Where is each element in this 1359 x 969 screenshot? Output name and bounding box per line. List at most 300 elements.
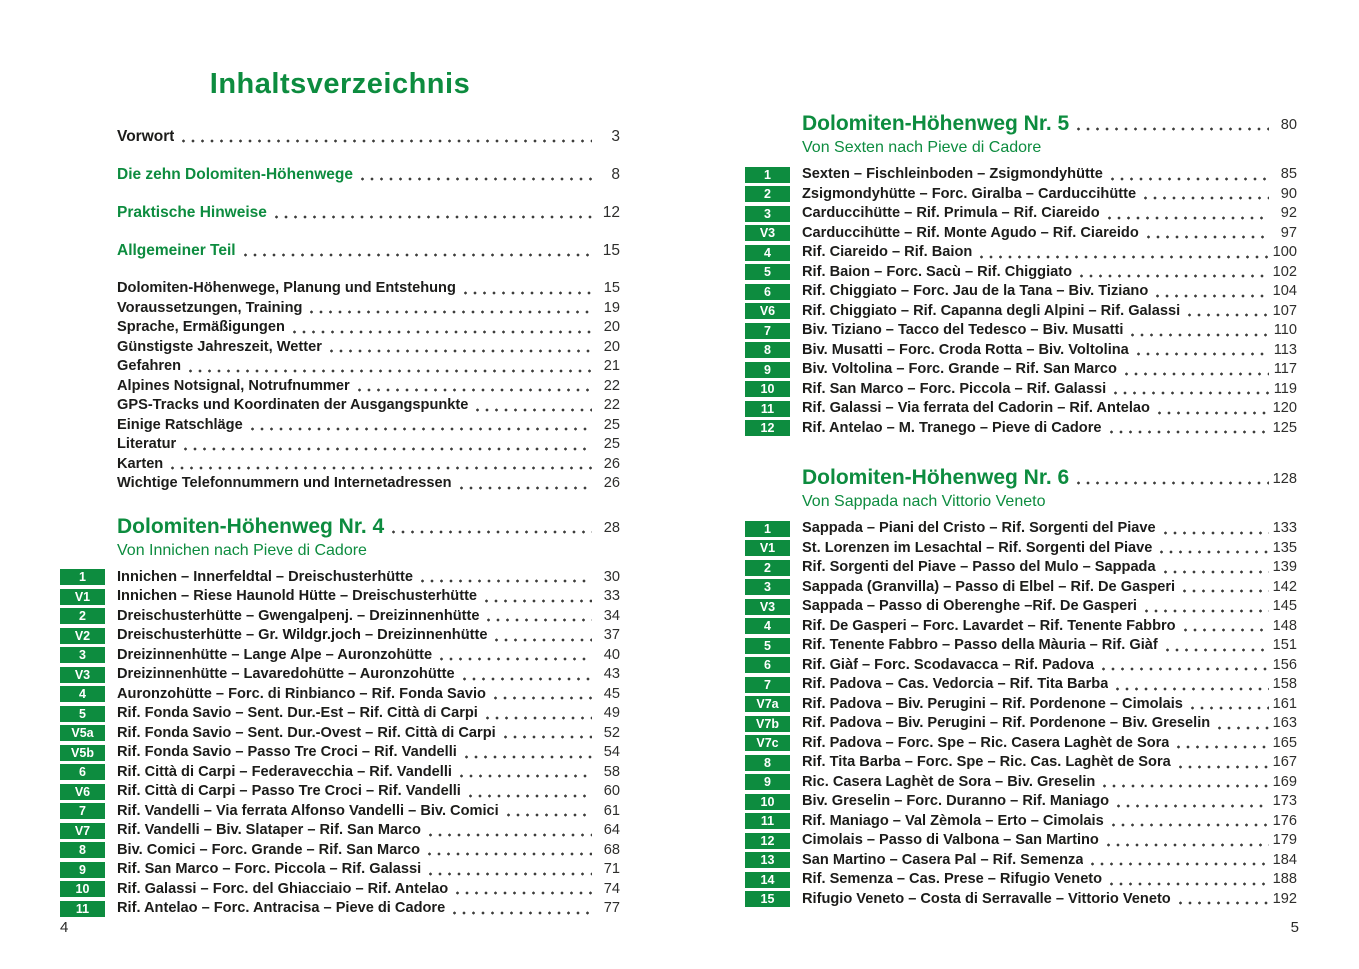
stage-badge: V3 [745,599,790,615]
section-subtitle: Von Sexten nach Pieve di Cadore [802,139,1042,156]
entry-label: Wichtige Telefonnummern und Internetadressen [117,475,452,491]
stage-badge: V5a [60,725,105,741]
dot-leader [356,165,592,185]
stage-badge: 5 [745,264,790,280]
entry-label: Rif. Antelao – Forc. Antracisa – Pieve di Cadore [117,900,446,916]
entry-label: Rif. Vandelli – Biv. Slataper – Rif. San Marco [117,822,421,838]
stage-entry [745,675,1297,695]
entry-label: Rif. Tita Barba – Forc. Spe – Ric. Cas. Laghèt de Sora [802,754,1171,770]
stage-entry [60,880,620,900]
toc-entry [60,241,620,261]
stage-entry [745,360,1297,380]
dot-leader [1161,636,1269,656]
entry-page-number: 68 [603,841,620,858]
entry-page-number: 15 [602,242,620,259]
entry-label: Rif. Padova – Cas. Vedorcia – Rif. Tita Barba [802,676,1109,692]
stage-badge: 15 [745,891,790,907]
entry-page-number: 64 [603,822,620,838]
entry-page-number: 20 [603,319,620,335]
dot-leader [1120,360,1269,380]
entry-label: Einige Ratschläge [117,416,243,433]
section-title: Dolomiten-Höhenweg Nr. 4 [117,514,385,538]
stage-entry [745,695,1297,715]
dot-leader [1178,578,1269,598]
dot-leader [1112,792,1269,812]
stage-entry [745,870,1297,890]
stage-badge: 5 [745,638,790,654]
stage-badge: V6 [60,784,105,800]
entry-label: GPS-Tracks und Koordinaten der Ausgangspunkte [117,397,469,413]
toc-entry [60,338,620,358]
toc-entry [60,165,620,185]
entry-page-number: 49 [603,705,620,721]
entry-page-number: 104 [1272,283,1297,299]
dot-leader [1102,831,1269,851]
toc-entry [60,299,620,319]
stage-entry [745,399,1297,419]
entry-page-number: 161 [1272,695,1297,712]
entry-label: Sappada – Piani del Cristo – Rif. Sorgenti del Piave [802,520,1156,536]
stage-badge: 10 [60,881,105,897]
stage-entry [745,519,1297,539]
entry-label: Dreizinnenhütte – Lavaredohütte – Auronzohütte [117,666,455,682]
entry-label: Rif. Città di Carpi – Federavecchia – Rif. Vandelli [117,763,452,780]
entry-label: Dreischusterhütte – Gr. Wildgr.joch – Dreizinnenhütte [117,627,488,643]
dot-leader [502,802,592,822]
entry-label: Rif. Chiggiato – Forc. Jau de la Tana – Biv. Tiziano [802,283,1149,299]
stage-entry [60,899,620,919]
entry-page-number: 60 [603,783,620,799]
entry-label: Biv. Voltolina – Forc. Grande – Rif. San Marco [802,361,1117,377]
stage-badge: 11 [745,813,790,829]
stage-entry [745,224,1297,244]
stage-badge: 10 [745,794,790,810]
stage-entry [745,302,1297,322]
entry-page-number: 54 [603,744,620,760]
entry-label: Biv. Tiziano – Tacco del Tedesco – Biv. Musatti [802,322,1124,338]
entry-page-number: 110 [1273,322,1297,338]
entry-label: Rifugio Veneto – Costa di Serravalle – Vittorio Veneto [802,890,1171,907]
entry-label: Rif. Antelao – M. Tranego – Pieve di Cadore [802,419,1102,436]
stage-badge: 7 [745,323,790,339]
dot-leader [1183,302,1269,322]
entry-label: Rif. Maniago – Val Zèmola – Erto – Cimolais [802,812,1104,829]
entry-page-number: 21 [603,358,620,374]
entry-page-number: 184 [1272,851,1297,868]
toc-page-right [745,111,1297,909]
stage-entry [745,419,1297,439]
stage-badge: 14 [745,872,790,888]
entry-page-number: 133 [1272,520,1297,536]
dot-leader [416,568,592,588]
dot-leader [471,396,592,416]
entry-page-number: 80 [1280,117,1297,133]
dot-leader [451,880,592,900]
entry-page-number: 179 [1272,832,1297,848]
entry-label: Rif. Vandelli – Via ferrata Alfonso Vandelli – Biv. Comici [117,802,499,819]
entry-page-number: 22 [603,377,620,394]
stage-list [60,568,620,919]
entry-label: Biv. Musatti – Forc. Croda Rotta – Biv. Voltolina [802,341,1129,358]
stage-entry [745,380,1297,400]
entry-label: Karten [117,455,164,472]
entry-page-number: 22 [603,397,620,413]
dot-leader [166,455,592,475]
stage-badge: 7 [745,677,790,693]
stage-badge: 10 [745,381,790,397]
entry-label: Praktische Hinweise [117,204,267,221]
stage-badge: 1 [745,167,790,183]
dot-leader [1132,341,1269,361]
entry-label: Rif. Padova – Biv. Perugini – Rif. Pordenone – Cimolais [802,695,1183,712]
stage-entry [745,734,1297,754]
entry-page-number: 58 [603,763,620,780]
entry-label: Voraussetzungen, Training [117,299,303,316]
entry-label: Rif. Padova – Biv. Perugini – Rif. Pordenone – Biv. Greselin [802,715,1211,731]
dot-leader [325,338,592,358]
toc-entry [60,127,620,147]
entry-label: Die zehn Dolomiten-Höhenwege [117,166,353,183]
stage-entry [60,743,620,763]
entry-label: Zsigmondyhütte – Forc. Giralba – Carduccihütte [802,185,1137,202]
entry-page-number: 97 [1280,224,1297,241]
entry-label: Rif. San Marco – Forc. Piccola – Rif. Galassi [802,380,1107,397]
entry-page-number: 52 [603,724,620,741]
entry-label: St. Lorenzen im Lesachtal – Rif. Sorgenti del Piave [802,539,1153,556]
stage-badge: V7a [745,696,790,712]
dot-leader [975,243,1269,263]
section-title: Dolomiten-Höhenweg Nr. 5 [802,112,1070,135]
stage-entry [60,821,620,841]
entry-page-number: 156 [1272,656,1297,673]
dot-leader [1106,165,1269,185]
entry-label: Rif. Città di Carpi – Passo Tre Croci – Rif. Vandelli [117,783,461,799]
section-header [60,514,620,540]
entry-page-number: 119 [1273,380,1297,397]
entry-label: Sprache, Ermäßigungen [117,319,285,335]
dot-leader [458,665,592,685]
section-hoehenweg-6 [745,465,1297,909]
entry-page-number: 45 [603,685,620,702]
stage-entry [745,558,1297,578]
dot-leader [489,685,592,705]
entry-page-number: 40 [603,646,620,663]
entry-page-number: 26 [603,475,620,491]
stage-entry [60,665,620,685]
stage-badge: 11 [745,401,790,417]
stage-entry [745,204,1297,224]
stage-badge: 2 [745,186,790,202]
stage-badge: 2 [60,608,105,624]
entry-page-number: 30 [603,568,620,585]
entry-label: Cimolais – Passo di Valbona – San Martino [802,832,1099,848]
section-title: Dolomiten-Höhenweg Nr. 6 [802,466,1070,489]
entry-page-number: 139 [1272,559,1297,575]
stage-badge: V7 [60,823,105,839]
dot-leader [1105,419,1269,439]
entry-page-number: 151 [1272,637,1297,653]
entry-label: Alpines Notsignal, Notrufnummer [117,377,350,394]
dot-leader [387,514,592,540]
dot-leader [459,279,592,299]
entry-page-number: 74 [603,880,620,897]
stage-badge: 8 [745,755,790,771]
entry-page-number: 92 [1280,205,1297,221]
stage-entry [60,724,620,744]
entry-label: Günstigste Jahreszeit, Wetter [117,338,322,355]
entry-page-number: 117 [1273,361,1297,377]
dot-leader [1097,656,1269,676]
entry-page-number: 28 [603,519,620,536]
dot-leader [1159,519,1269,539]
stage-badge: V3 [60,667,105,683]
stage-badge: 12 [745,833,790,849]
stage-badge: V1 [745,540,790,556]
toc-entry [60,318,620,338]
stage-badge: 7 [60,803,105,819]
entry-label: Innichen – Riese Haunold Hütte – Dreischusterhütte [117,588,478,604]
toc-entry [60,203,620,223]
stage-entry [745,341,1297,361]
stage-badge: 12 [745,420,790,436]
entry-page-number: 34 [603,607,620,624]
entry-label: Carduccihütte – Rif. Monte Agudo – Rif. Ciareido [802,224,1139,241]
entry-page-number: 25 [603,436,620,452]
stage-badge: 1 [745,521,790,537]
page-title: Inhaltsverzeichnis [209,68,471,100]
dot-leader [288,318,592,338]
toc-entry [60,377,620,397]
stage-badge: 4 [745,618,790,634]
stage-badge: 6 [745,657,790,673]
dot-leader [423,841,592,861]
stage-entry [60,763,620,783]
stage-list [745,519,1297,909]
stage-badge: 4 [745,245,790,261]
dot-leader [1153,399,1269,419]
entry-page-number: 8 [611,166,620,183]
section-hoehenweg-4 [60,514,620,919]
entry-label: Rif. Sorgenti del Piave – Passo del Mulo – Sappada [802,559,1156,575]
dot-leader [499,724,592,744]
entry-label: Rif. Fonda Savio – Sent. Dur.-Est – Rif. Città di Carpi [117,705,478,721]
dot-leader [1107,812,1269,832]
entry-page-number: 19 [603,299,620,316]
entry-page-number: 26 [603,455,620,472]
toc-entry [60,474,620,494]
stage-badge: V3 [745,225,790,241]
entry-label: Dolomiten-Höhenwege, Planung und Entstehung [117,280,456,296]
toc-entry [60,455,620,475]
entry-page-number: 20 [603,338,620,355]
dot-leader [1174,890,1269,910]
entry-label: Rif. Galassi – Forc. del Ghiacciaio – Rif. Antelao [117,880,449,897]
section-subtitle: Von Sappada nach Vittorio Veneto [802,493,1046,510]
stage-badge: V5b [60,745,105,761]
stage-entry [745,617,1297,637]
entry-page-number: 125 [1272,419,1297,436]
stage-entry [745,282,1297,302]
entry-page-number: 3 [611,128,620,145]
entry-page-number: 25 [603,416,620,433]
entry-page-number: 71 [603,861,620,877]
stage-entry [745,243,1297,263]
stage-entry [745,656,1297,676]
dot-leader [1098,773,1269,793]
dot-leader [177,127,592,147]
stage-badge: 3 [745,206,790,222]
entry-page-number: 165 [1272,734,1297,751]
stage-entry [745,636,1297,656]
stage-entry [745,831,1297,851]
stage-list [745,165,1297,438]
dot-leader [481,704,592,724]
dot-leader [246,416,592,436]
stage-entry [745,263,1297,283]
dot-leader [1072,465,1269,491]
dot-leader [1111,675,1269,695]
dot-leader [1105,870,1269,890]
dot-leader [464,782,592,802]
entry-label: Rif. Semenza – Cas. Prese – Rifugio Veneto [802,871,1103,887]
entry-label: Rif. Galassi – Via ferrata del Cadorin – Rif. Antelao [802,400,1150,416]
entry-label: Rif. Tenente Fabbro – Passo della Màuria – Rif. Giàf [802,637,1158,653]
dot-leader [1139,185,1269,205]
stage-entry [60,841,620,861]
dot-leader [239,241,592,261]
dot-leader [1186,695,1269,715]
stage-entry [745,165,1297,185]
toc-entry [60,357,620,377]
entry-page-number: 107 [1272,302,1297,319]
stage-entry [60,685,620,705]
dot-leader [1109,380,1269,400]
stage-entry [745,851,1297,871]
entry-page-number: 61 [603,802,620,819]
dot-leader [179,435,592,455]
entry-page-number: 120 [1272,400,1297,416]
toc-entry [60,416,620,436]
entry-page-number: 100 [1272,244,1297,260]
stage-entry [60,782,620,802]
entry-label: Allgemeiner Teil [117,242,236,259]
entry-page-number: 142 [1272,578,1297,595]
dot-leader [1155,539,1269,559]
toc-page-left [60,68,620,919]
dot-leader [270,203,592,223]
stage-badge: V2 [60,628,105,644]
stage-entry [745,792,1297,812]
toc-entry [60,396,620,416]
dot-leader [1151,282,1269,302]
dot-leader [1075,263,1269,283]
dot-leader [424,821,592,841]
entry-label: Vorwort [117,128,175,145]
entry-page-number: 167 [1272,754,1297,770]
entry-page-number: 173 [1272,793,1297,809]
dot-leader [1213,714,1269,734]
entry-label: Literatur [117,436,177,452]
dot-leader [1072,111,1269,137]
entry-label: Rif. De Gasperi – Forc. Lavardet – Rif. Tenente Fabbro [802,617,1176,634]
entry-page-number: 85 [1280,166,1297,182]
stage-entry [745,185,1297,205]
stage-entry [60,860,620,880]
stage-entry [60,802,620,822]
entry-label: Rif. Baion – Forc. Sacù – Rif. Chiggiato [802,263,1073,280]
entry-page-number: 135 [1272,539,1297,556]
stage-badge: 3 [60,647,105,663]
entry-label: Rif. Ciareido – Rif. Baion [802,244,973,260]
entry-label: Dreizinnenhütte – Lange Alpe – Auronzohütte [117,646,433,663]
stage-entry [745,890,1297,910]
stage-badge: 6 [745,284,790,300]
entry-page-number: 145 [1272,598,1297,614]
entry-page-number: 37 [603,627,620,643]
stage-badge: 8 [60,842,105,858]
stage-entry [745,321,1297,341]
entry-page-number: 33 [603,588,620,604]
dot-leader [455,474,593,494]
entry-page-number: 158 [1272,676,1297,692]
entry-label: Rif. Chiggiato – Rif. Capanna degli Alpini – Rif. Galassi [802,302,1181,319]
entry-page-number: 12 [602,204,620,221]
entry-label: Gefahren [117,358,182,374]
entry-label: Rif. San Marco – Forc. Piccola – Rif. Galassi [117,861,422,877]
entry-page-number: 169 [1272,773,1297,790]
stage-badge: 6 [60,764,105,780]
dot-leader [455,763,592,783]
entry-label: San Martino – Casera Pal – Rif. Semenza [802,851,1084,868]
dot-leader [490,626,592,646]
toc-entry [60,279,620,299]
entry-page-number: 90 [1280,185,1297,202]
entry-label: Auronzohütte – Forc. di Rinbianco – Rif. Fonda Savio [117,685,486,702]
stage-badge: 4 [60,686,105,702]
dot-leader [1174,753,1269,773]
section-hoehenweg-5 [745,111,1297,438]
stage-badge: 9 [745,774,790,790]
entry-page-number: 163 [1272,715,1297,731]
general-subentries [60,279,620,494]
entry-page-number: 77 [603,900,620,916]
entry-label: Biv. Comici – Forc. Grande – Rif. San Marco [117,841,421,858]
stage-entry [60,587,620,607]
toc-entry [60,435,620,455]
dot-leader [1142,224,1269,244]
dot-leader [1103,204,1269,224]
entry-page-number: 192 [1272,890,1297,907]
stage-entry [745,578,1297,598]
stage-badge: 9 [60,862,105,878]
entry-label: Carduccihütte – Rif. Primula – Rif. Ciareido [802,205,1100,221]
stage-entry [745,812,1297,832]
dot-leader [1126,321,1269,341]
entry-label: Dreischusterhütte – Gwengalpenj. – Dreizinnenhütte [117,607,480,624]
stage-entry [60,704,620,724]
section-header [745,111,1297,137]
stage-entry [745,773,1297,793]
stage-badge: V7b [745,716,790,732]
stage-badge: V7c [745,735,790,751]
folio-page-number-right: 5 [1290,919,1299,936]
entry-page-number: 148 [1272,617,1297,634]
entry-page-number: 128 [1272,471,1297,487]
entry-page-number: 176 [1272,812,1297,829]
dot-leader [482,607,592,627]
stage-badge: 13 [745,852,790,868]
stage-entry [745,539,1297,559]
